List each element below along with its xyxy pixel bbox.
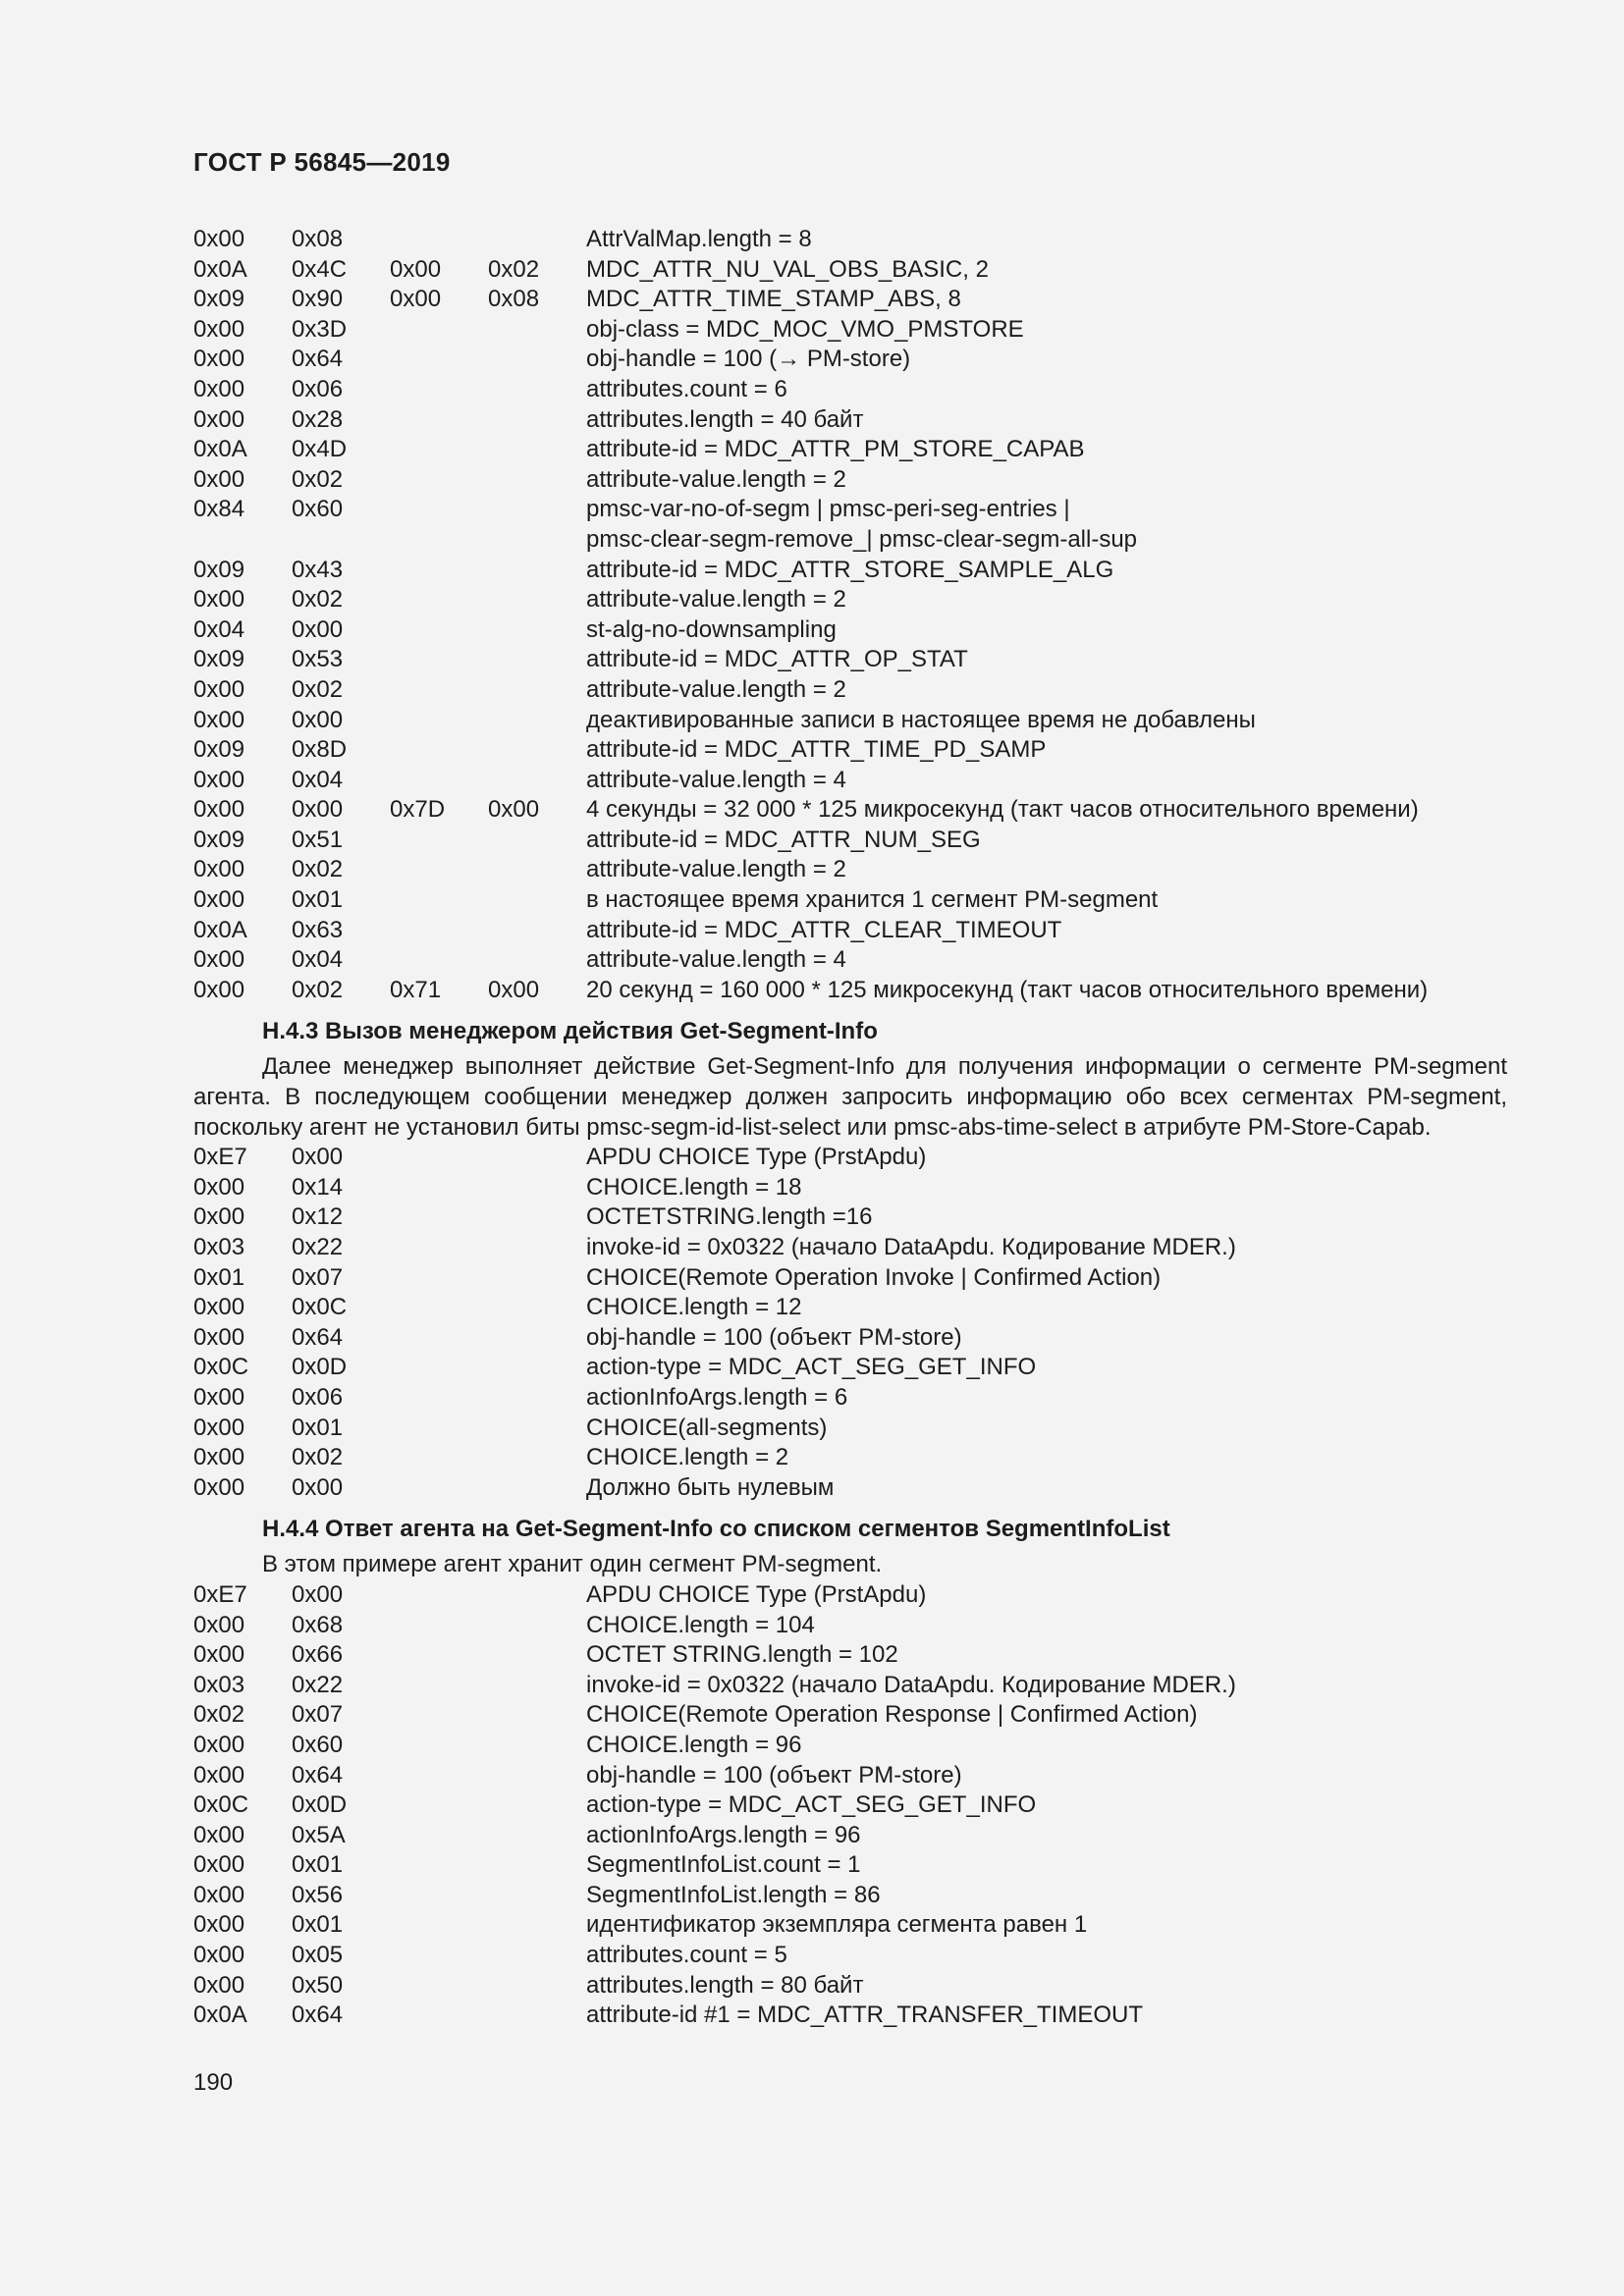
byte-2-cell: 0x00 [292, 1473, 344, 1501]
description-cell: attributes.length = 40 байт [586, 405, 864, 433]
hex-row [193, 1414, 1507, 1444]
byte-1-cell: 0x00 [193, 1323, 245, 1351]
hex-row [193, 1143, 1507, 1173]
byte-1-cell: 0x00 [193, 1641, 245, 1669]
document-id: ГОСТ Р 56845—2019 [193, 147, 451, 177]
hex-row [193, 916, 1507, 946]
byte-2-cell: 0x3D [292, 315, 348, 343]
byte-2-cell: 0x06 [292, 1383, 344, 1411]
byte-1-cell: 0x00 [193, 586, 245, 614]
byte-1-cell: 0xE7 [193, 1580, 247, 1608]
description-cell: SegmentInfoList.length = 86 [586, 1881, 881, 1908]
byte-1-cell: 0x00 [193, 766, 245, 793]
byte-1-cell: 0x00 [193, 465, 245, 493]
byte-2-cell: 0x00 [292, 706, 344, 733]
description-cell: attribute-value.length = 4 [586, 946, 846, 974]
description-cell: action-type = MDC_ACT_SEG_GET_INFO [586, 1791, 1037, 1819]
byte-1-cell: 0x00 [193, 856, 245, 883]
page-number: 190 [193, 2069, 234, 2096]
byte-1-cell: 0x00 [193, 976, 245, 1003]
description-cell: Должно быть нулевым [586, 1473, 835, 1501]
hex-row [193, 1700, 1507, 1731]
description-cell: attribute-id = MDC_ATTR_CLEAR_TIMEOUT [586, 916, 1062, 943]
byte-1-cell: 0x02 [193, 1701, 245, 1729]
byte-1-cell: 0x0A [193, 255, 247, 283]
hex-row [193, 1383, 1507, 1414]
byte-1-cell: 0x00 [193, 1942, 245, 1969]
byte-1-cell: 0xE7 [193, 1144, 247, 1171]
byte-2-cell: 0x22 [292, 1234, 344, 1260]
byte-1-cell: 0x0C [193, 1791, 249, 1819]
byte-1-cell: 0x00 [193, 1731, 245, 1758]
byte-2-cell: 0x07 [292, 1701, 344, 1729]
description-cell: attribute-id = MDC_ATTR_PM_STORE_CAPAB [586, 436, 1085, 463]
byte-2-cell: 0x66 [292, 1641, 344, 1669]
description-cell: attribute-value.length = 2 [586, 856, 846, 883]
description-cell: obj-handle = 100 (объект PM-store) [586, 1761, 962, 1789]
byte-1-cell: 0x00 [193, 405, 245, 433]
byte-2-cell: 0x64 [292, 1761, 344, 1789]
description-cell: CHOICE.length = 2 [586, 1444, 789, 1471]
description-cell: APDU CHOICE Type (PrstApdu) [586, 1580, 927, 1608]
byte-1-cell: 0x0C [193, 1354, 249, 1381]
byte-1-cell: 0x00 [193, 1414, 245, 1441]
description-cell: attribute-value.length = 4 [586, 766, 846, 793]
byte-1-cell: 0x09 [193, 556, 245, 583]
hex-table-2 [193, 1143, 1507, 1503]
byte-1-cell: 0x00 [193, 706, 245, 733]
section-heading-h44: H.4.4 Ответ агента на Get-Segment-Info со списком сегментов SegmentInfoList [262, 1516, 1170, 1543]
byte-3-cell: 0x00 [390, 286, 442, 313]
byte-2-cell: 0x5A [292, 1821, 346, 1848]
byte-3-cell: 0x7D [390, 796, 446, 824]
byte-1-cell: 0x00 [193, 315, 245, 343]
byte-2-cell: 0x00 [292, 1144, 344, 1171]
byte-1-cell: 0x0A [193, 916, 247, 943]
byte-1-cell: 0x03 [193, 1671, 245, 1698]
byte-4-cell: 0x00 [488, 796, 540, 824]
description-cell: obj-class = MDC_MOC_VMO_PMSTORE [586, 315, 1024, 343]
description-cell: APDU CHOICE Type (PrstApdu) [586, 1144, 927, 1171]
description-cell: 20 секунд = 160 000 * 125 микросекунд (такт часов относительного времени) [586, 976, 1429, 1003]
byte-1-cell: 0x09 [193, 286, 245, 313]
description-cell: invoke-id = 0x0322 (начало DataApdu. Кодирование MDER.) [586, 1234, 1236, 1260]
byte-1-cell: 0x00 [193, 375, 245, 402]
byte-2-cell: 0x04 [292, 766, 344, 793]
hex-row [193, 435, 1507, 465]
description-cell: CHOICE.length = 96 [586, 1731, 802, 1758]
byte-2-cell: 0x64 [292, 2002, 344, 2029]
hex-row [193, 556, 1507, 586]
hex-row [193, 495, 1507, 525]
byte-3-cell: 0x71 [390, 976, 442, 1003]
byte-2-cell: 0x02 [292, 586, 344, 614]
byte-2-cell: 0x4C [292, 255, 348, 283]
byte-4-cell: 0x00 [488, 976, 540, 1003]
description-cell: actionInfoArgs.length = 96 [586, 1821, 861, 1848]
description-cell: attribute-id #1 = MDC_ATTR_TRANSFER_TIMEOUT [586, 2002, 1144, 2029]
byte-2-cell: 0x00 [292, 615, 344, 643]
byte-2-cell: 0x01 [292, 1911, 344, 1939]
byte-2-cell: 0x01 [292, 1851, 344, 1879]
hex-row [193, 766, 1507, 796]
hex-row [193, 1611, 1507, 1641]
byte-1-cell: 0x00 [193, 1821, 245, 1848]
hex-row [193, 1910, 1507, 1941]
description-cell: attribute-value.length = 2 [586, 675, 846, 703]
hex-row [193, 255, 1507, 286]
page-content [193, 225, 1507, 2031]
byte-1-cell: 0x03 [193, 1234, 245, 1260]
byte-1-cell: 0x00 [193, 1881, 245, 1908]
description-cell: attribute-id = MDC_ATTR_STORE_SAMPLE_ALG [586, 556, 1114, 583]
section-heading-h43: H.4.3 Вызов менеджером действия Get-Segment-Info [262, 1018, 878, 1045]
description-cell: invoke-id = 0x0322 (начало DataApdu. Кодирование MDER.) [586, 1671, 1236, 1698]
description-cell: st-alg-no-downsampling [586, 615, 837, 643]
hex-row [193, 795, 1507, 826]
hex-row [193, 1671, 1507, 1701]
byte-2-cell: 0x14 [292, 1173, 344, 1201]
byte-1-cell: 0x09 [193, 736, 245, 764]
hex-row [193, 1293, 1507, 1323]
byte-2-cell: 0x64 [292, 346, 344, 373]
byte-1-cell: 0x04 [193, 615, 245, 643]
description-cell: CHOICE.length = 18 [586, 1173, 802, 1201]
byte-1-cell: 0x0A [193, 436, 247, 463]
byte-1-cell: 0x00 [193, 1173, 245, 1201]
hex-row [193, 315, 1507, 346]
description-cell: attribute-id = MDC_ATTR_OP_STAT [586, 646, 968, 673]
byte-2-cell: 0x0D [292, 1791, 348, 1819]
description-cell: CHOICE(Remote Operation Response | Confirmed Action) [586, 1701, 1198, 1729]
byte-1-cell: 0x09 [193, 646, 245, 673]
hex-row [193, 1790, 1507, 1821]
byte-2-cell: 0x0D [292, 1354, 348, 1381]
description-cell: attribute-value.length = 2 [586, 465, 846, 493]
hex-row [193, 1353, 1507, 1383]
description-cell: OCTETSTRING.length =16 [586, 1203, 873, 1231]
byte-1-cell: 0x00 [193, 946, 245, 974]
byte-4-cell: 0x02 [488, 255, 540, 283]
byte-1-cell: 0x00 [193, 1444, 245, 1471]
byte-2-cell: 0x02 [292, 976, 344, 1003]
byte-2-cell: 0x22 [292, 1671, 344, 1698]
hex-row [193, 405, 1507, 436]
byte-1-cell: 0x00 [193, 1383, 245, 1411]
byte-2-cell: 0x07 [292, 1263, 344, 1291]
hex-row [193, 675, 1507, 706]
byte-4-cell: 0x08 [488, 286, 540, 313]
description-cell: деактивированные записи в настоящее время не добавлены [586, 706, 1256, 733]
byte-1-cell: 0x00 [193, 1294, 245, 1321]
byte-2-cell: 0x12 [292, 1203, 344, 1231]
hex-table-1 [193, 225, 1507, 1005]
description-cell: идентификатор экземпляра сегмента равен 1 [586, 1911, 1088, 1939]
description-cell: MDC_ATTR_TIME_STAMP_ABS, 8 [586, 286, 961, 313]
description-cell: AttrValMap.length = 8 [586, 226, 812, 252]
hex-row [193, 375, 1507, 405]
description-cell: CHOICE.length = 12 [586, 1294, 802, 1321]
byte-2-cell: 0x01 [292, 1414, 344, 1441]
byte-2-cell: 0x60 [292, 496, 344, 523]
byte-2-cell: 0x50 [292, 1971, 344, 1999]
byte-1-cell: 0x00 [193, 1761, 245, 1789]
byte-1-cell: 0x00 [193, 675, 245, 703]
byte-2-cell: 0x02 [292, 465, 344, 493]
byte-2-cell: 0x4D [292, 436, 348, 463]
byte-1-cell: 0x0A [193, 2002, 247, 2029]
byte-1-cell: 0x09 [193, 826, 245, 853]
byte-2-cell: 0x02 [292, 675, 344, 703]
byte-1-cell: 0x00 [193, 346, 245, 373]
hex-row [193, 855, 1507, 885]
hex-row [193, 1173, 1507, 1203]
hex-row [193, 1971, 1507, 2002]
description-cell: action-type = MDC_ACT_SEG_GET_INFO [586, 1354, 1037, 1381]
hex-row [193, 1233, 1507, 1263]
description-cell: 4 секунды = 32 000 * 125 микросекунд (такт часов относительного времени) [586, 796, 1419, 824]
hex-row [193, 1941, 1507, 1971]
byte-1-cell: 0x00 [193, 1971, 245, 1999]
hex-row [193, 1881, 1507, 1911]
byte-1-cell: 0x00 [193, 1611, 245, 1638]
section-paragraph-h43: Далее менеджер выполняет действие Get-Segment-Info для получения информации о сегменте PM-segment агента. В последующем сообщении менеджер должен запросить информацию обо всех сегментах PM-segment, поскольку агент не установил биты pmsc-segm-id-list-select или pmsc-abs-time-select в атрибуте PM-Store-Capab. [193, 1053, 1507, 1141]
description-cell: CHOICE(Remote Operation Invoke | Confirmed Action) [586, 1263, 1162, 1291]
description-cell: obj-handle = 100 (объект PM-store) [586, 1323, 962, 1351]
byte-1-cell: 0x00 [193, 1851, 245, 1879]
description-cell: attribute-id = MDC_ATTR_NUM_SEG [586, 826, 981, 853]
hex-row [193, 1580, 1507, 1611]
hex-row [193, 645, 1507, 675]
byte-2-cell: 0x56 [292, 1881, 344, 1908]
byte-2-cell: 0x28 [292, 405, 344, 433]
description-cell: CHOICE.length = 104 [586, 1611, 815, 1638]
byte-2-cell: 0x43 [292, 556, 344, 583]
hex-row [193, 1761, 1507, 1791]
byte-1-cell: 0x01 [193, 1263, 245, 1291]
byte-2-cell: 0x51 [292, 826, 344, 853]
hex-row [193, 1821, 1507, 1851]
byte-2-cell: 0x63 [292, 916, 344, 943]
byte-1-cell: 0x00 [193, 1203, 245, 1231]
hex-row [193, 735, 1507, 766]
byte-2-cell: 0x00 [292, 1580, 344, 1608]
description-cell: CHOICE(all-segments) [586, 1414, 828, 1441]
hex-row [193, 285, 1507, 315]
section-paragraph-h44: В этом примере агент хранит один сегмент PM-segment. [262, 1551, 883, 1578]
hex-row [193, 615, 1507, 646]
description-cell: obj-handle = 100 (→ PM-store) [586, 346, 911, 373]
hex-row [193, 1202, 1507, 1233]
hex-row [193, 945, 1507, 976]
byte-2-cell: 0x00 [292, 796, 344, 824]
byte-2-cell: 0x02 [292, 856, 344, 883]
byte-1-cell: 0x00 [193, 226, 245, 252]
byte-2-cell: 0x68 [292, 1611, 344, 1638]
hex-row [193, 345, 1507, 375]
byte-2-cell: 0x01 [292, 886, 344, 914]
hex-row [193, 706, 1507, 736]
hex-row [193, 2001, 1507, 2031]
hex-row [193, 225, 1507, 255]
hex-row [193, 1850, 1507, 1881]
byte-2-cell: 0x53 [292, 646, 344, 673]
description-cell: OCTET STRING.length = 102 [586, 1641, 898, 1669]
byte-1-cell: 0x84 [193, 496, 245, 523]
hex-row [193, 1323, 1507, 1354]
byte-2-cell: 0x06 [292, 375, 344, 402]
hex-row [193, 1263, 1507, 1294]
hex-row [193, 1640, 1507, 1671]
byte-2-cell: 0x60 [292, 1731, 344, 1758]
byte-2-cell: 0x8D [292, 736, 348, 764]
hex-table-3 [193, 1580, 1507, 2031]
description-cell: pmsc-var-no-of-segm | pmsc-peri-seg-entries | [586, 496, 1070, 523]
byte-1-cell: 0x00 [193, 1911, 245, 1939]
byte-2-cell: 0x05 [292, 1942, 344, 1969]
hex-row [193, 1473, 1507, 1504]
byte-3-cell: 0x00 [390, 255, 442, 283]
description-cell: attribute-value.length = 2 [586, 586, 846, 614]
byte-2-cell: 0x64 [292, 1323, 344, 1351]
hex-row [193, 585, 1507, 615]
byte-2-cell: 0x90 [292, 286, 344, 313]
hex-row [193, 976, 1507, 1006]
description-cell: attributes.count = 6 [586, 375, 787, 402]
description-cell: MDC_ATTR_NU_VAL_OBS_BASIC, 2 [586, 255, 989, 283]
byte-2-cell: 0x08 [292, 226, 344, 252]
byte-2-cell: 0x02 [292, 1444, 344, 1471]
description-cell: SegmentInfoList.count = 1 [586, 1851, 861, 1879]
byte-2-cell: 0x0C [292, 1294, 348, 1321]
description-cell: attribute-id = MDC_ATTR_TIME_PD_SAMP [586, 736, 1047, 764]
byte-1-cell: 0x00 [193, 1473, 245, 1501]
description-cell: pmsc-clear-segm-remove_| pmsc-clear-segm-all-sup [586, 525, 1138, 553]
hex-row [193, 465, 1507, 496]
description-cell: actionInfoArgs.length = 6 [586, 1383, 848, 1411]
hex-row [193, 1731, 1507, 1761]
byte-1-cell: 0x00 [193, 796, 245, 824]
byte-2-cell: 0x04 [292, 946, 344, 974]
description-cell: attributes.count = 5 [586, 1942, 787, 1969]
hex-row [193, 826, 1507, 856]
byte-1-cell: 0x00 [193, 886, 245, 914]
hex-row [193, 1443, 1507, 1473]
description-cell: attributes.length = 80 байт [586, 1971, 864, 1999]
hex-row [193, 525, 1507, 556]
hex-row [193, 885, 1507, 916]
description-cell: в настоящее время хранится 1 сегмент PM-segment [586, 886, 1159, 914]
